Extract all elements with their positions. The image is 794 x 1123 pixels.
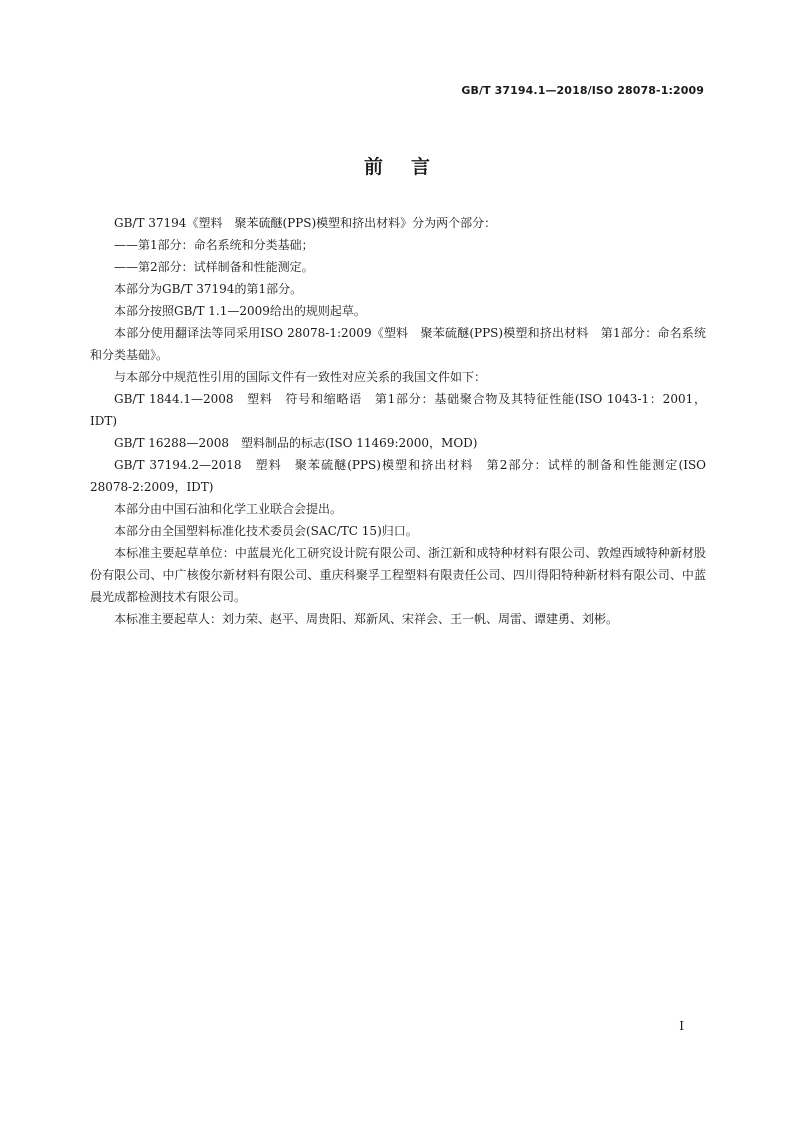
paragraph-reference-16288: GB/T 16288—2008 塑料制品的标志(ISO 11469:2000，MOD) [114,436,478,450]
paragraph-drafting-rules: 本部分按照GB/T 1.1—2009给出的规则起草。 [114,304,366,318]
paragraph-this-part: 本部分为GB/T 37194的第1部分。 [114,282,303,296]
paragraph-references-intro: 与本部分中规范性引用的国际文件有一致性对应关系的我国文件如下： [114,370,487,384]
paragraph-drafting-units: 本标准主要起草单位：中蓝晨光化工研究设计院有限公司、浙江新和成特种材料有限公司、敦煌西域特种新材股份有限公司、中广核俊尔新材料有限公司、重庆科聚孚工程塑料有限责任公司、四川得阳特种新材料有限公司、中蓝晨光成都检测技术有限公司。 [90,546,706,604]
foreword-body [90,212,706,630]
paragraph-adoption: 本部分使用翻译法等同采用ISO 28078-1:2009《塑料 聚苯硫醚(PPS)模塑和挤出材料 第1部分：命名系统和分类基础》。 [90,326,706,362]
paragraph-parts-intro: GB/T 37194《塑料 聚苯硫醚(PPS)模塑和挤出材料》分为两个部分： [114,216,497,230]
paragraph-committee: 本部分由全国塑料标准化技术委员会(SAC/TC 15)归口。 [114,524,418,538]
paragraph-part-2: ——第2部分：试样制备和性能测定。 [114,260,314,274]
page-title: 前言 [363,156,458,178]
standard-code: GB/T 37194.1—2018/ISO 28078-1:2009 [461,84,704,97]
paragraph-drafters: 本标准主要起草人：刘力荣、赵平、周贵阳、郑新风、宋祥会、王一帆、周雷、谭建勇、刘彬。 [114,612,619,626]
paragraph-proposer: 本部分由中国石油和化学工业联合会提出。 [114,502,343,516]
paragraph-part-1: ——第1部分：命名系统和分类基础； [114,238,314,252]
paragraph-reference-1844: GB/T 1844.1—2008 塑料 符号和缩略语 第1部分：基础聚合物及其特征性能(ISO 1043-1：2001，IDT) [90,392,706,428]
page-number: I [679,1019,684,1033]
paragraph-reference-37194-2: GB/T 37194.2—2018 塑料 聚苯硫醚(PPS)模塑和挤出材料 第2部分：试样的制备和性能测定(ISO 28078-2:2009，IDT) [90,458,706,494]
